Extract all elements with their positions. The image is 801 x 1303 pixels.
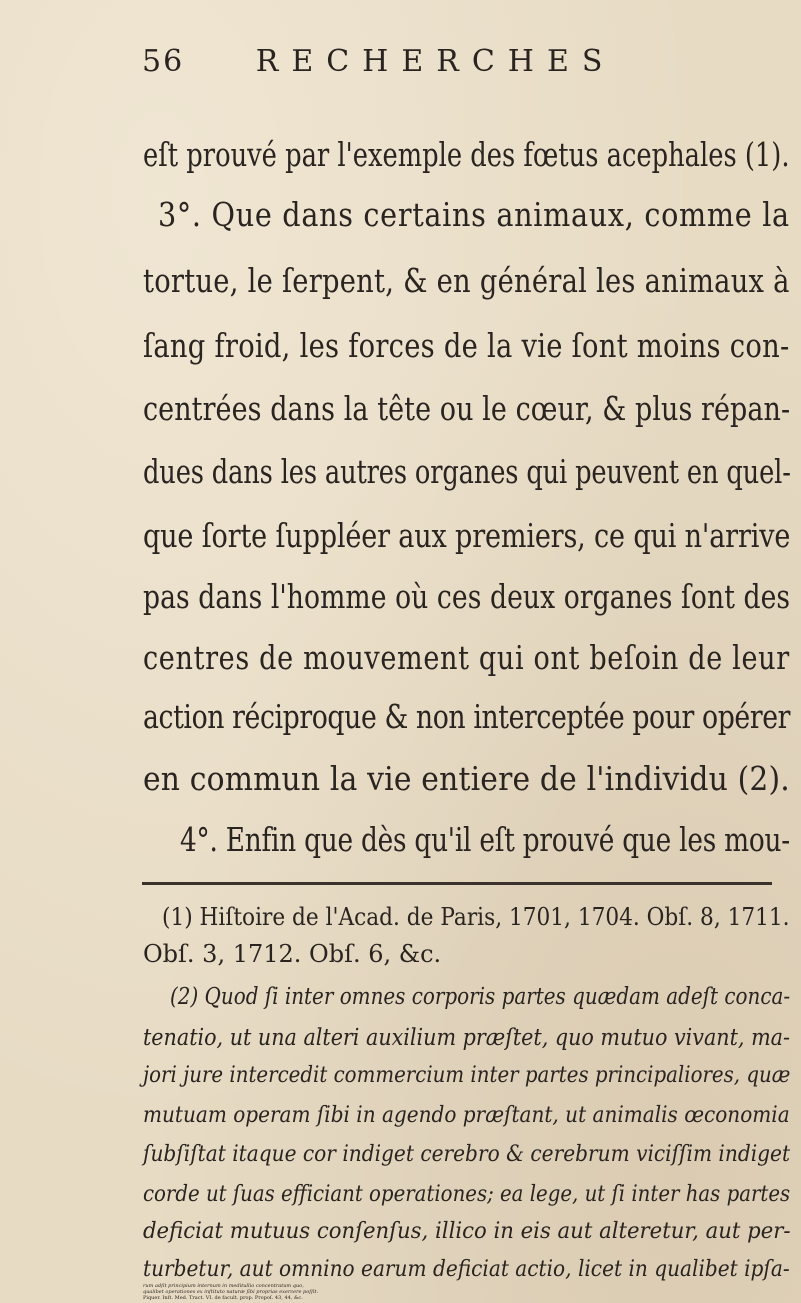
body-line: en commun la vie entiere de l'individu (2). [143,759,790,798]
body-line: que ſorte ſuppléer aux premiers, ce qui n'arrive [143,516,791,555]
footnote-1-line: (1) Hiſtoire de l'Acad. de Paris, 1701, 1704. Obſ. 8, 1711. [162,903,790,931]
body-line: 4°. Enfin que dès qu'il eſt prouvé que les mou- [180,820,790,859]
footnote-2-line: mutuam operam ſibi in agendo præſtant, ut animalis œconomia [143,1103,790,1128]
footnote-2-source: Piquer. Inſt. Med. Tract. VI. de facult. prop. Propoſ. 43, 44, &c. [143,1295,303,1301]
footnote-2-line: (2) Quod ſi inter omnes corporis partes quædam adeſt conca- [170,984,791,1010]
footnote-2-line: jori jure intercedit commercium inter partes principaliores, quæ [143,1063,791,1088]
body-line: centrées dans la tête ou le cœur, & plus répan- [143,389,791,428]
body-line: eſt prouvé par l'exemple des fœtus acephales (1). [143,135,790,174]
body-line: ſang froid, les forces de la vie ſont moins con- [143,326,790,365]
footnote-2-line: corde ut ſuas efficiant operationes; ea lege, ut ſi inter has partes [143,1182,791,1207]
footnote-2-line: deficiat mutuus conſenſus, illico in eis aut alteretur, aut per- [143,1219,791,1244]
body-line: pas dans l'homme où ces deux organes ſont des [143,577,791,616]
footnote-2-line: rum adſit principium internum in meditullio concentratum quo, [143,1283,304,1289]
footnote-2-line: qualibet operationes ex inſtituto naturæ ſibi proprias exercere poſſit. [143,1289,319,1295]
body-line: action réciproque & non interceptée pour opérer [143,697,790,736]
footnote-2-line: tenatio, ut una alteri auxilium præſtet, quo mutuo vivant, ma- [143,1025,790,1051]
running-title: RECHERCHES [255,44,616,79]
body-line: centres de mouvement qui ont beſoin de leur [143,638,790,677]
body-line: tortue, le ſerpent, & en général les animaux à [143,261,790,300]
footnote-2-line: turbetur, aut omnino earum deficiat actio, licet in qualibet ipſa- [143,1257,790,1282]
body-line: 3°. Que dans certains animaux, comme la [158,195,790,234]
page-header [142,44,615,79]
footnote-2-line: ſubſiſtat itaque cor indiget cerebro & cerebrum viciſſim indiget [143,1142,791,1167]
footnote-divider [142,882,772,885]
footnote-1-line: Obſ. 3, 1712. Obſ. 6, &c. [143,940,442,968]
page-number: 56 [142,44,185,79]
body-line: dues dans les autres organes qui peuvent en quel- [143,452,791,491]
